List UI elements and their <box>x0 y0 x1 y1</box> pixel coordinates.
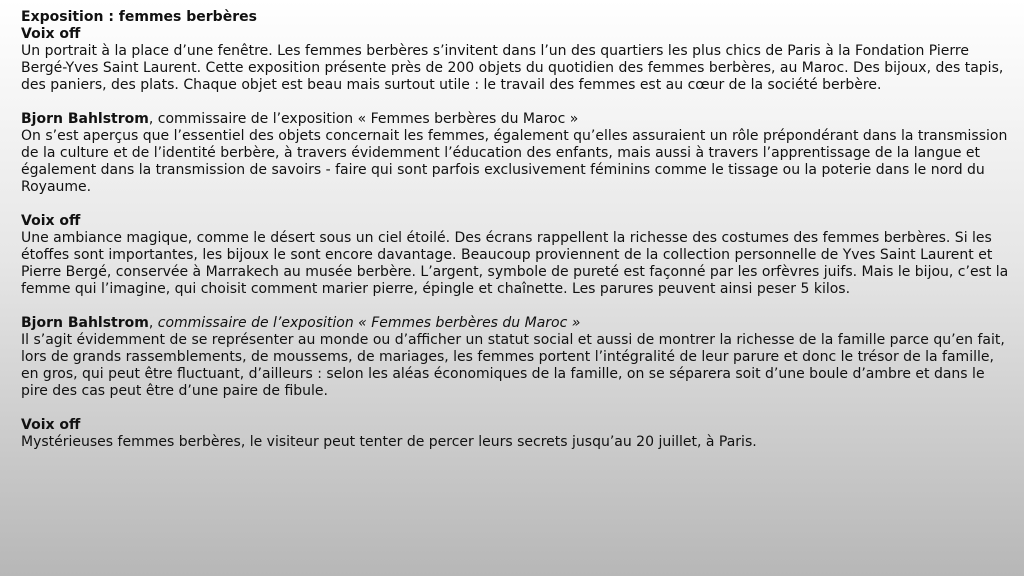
paragraph: Une ambiance magique, comme le désert sous un ciel étoilé. Des écrans rappellent la richesse des costumes des femmes berbères. Si les étoffes sont importantes, les bijoux le sont encore davantage. Beaucoup proviennent de la collection personnelle de Yves Saint Laurent et Pierre Bergé, conservée à Marrakech au musée berbère. L’argent, symbole de pureté est façonné par les orfèvres juifs. Mais le bijou, c’est la femme qui l’imagine, qui choisit comment marier pierre, épingle et chaînette. Les parures peuvent ainsi peser 5 kilos. <box>21 230 1009 297</box>
spacer <box>21 94 1011 111</box>
spacer <box>21 298 1011 315</box>
speaker-role: commissaire de l’exposition « Femmes berbères du Maroc » <box>157 315 581 331</box>
speaker-role-prefix: , <box>148 315 158 331</box>
speaker-label: Voix off <box>21 213 81 229</box>
speaker-label: Bjorn Bahlstrom <box>21 111 149 127</box>
speaker-line <box>21 111 1011 128</box>
paragraph: On s’est aperçus que l’essentiel des objets concernait les femmes, également qu’elles assuraient un rôle prépondérant dans la transmission de la culture et de l’identité berbère, à travers évidemment l’éducation des enfants, mais aussi à travers l’apprentissage de la langue et également dans la transmission de savoirs - faire qui sont parfois exclusivement féminins comme le tissage ou la poterie dans le nord du Royaume. <box>21 128 1008 195</box>
transcript-document <box>21 9 1011 451</box>
speaker-label: Voix off <box>21 26 81 42</box>
spacer <box>21 400 1011 417</box>
speaker-label: Voix off <box>21 417 81 433</box>
speaker-label: Bjorn Bahlstrom <box>21 315 149 331</box>
paragraph: Il s’agit évidemment de se représenter au monde ou d’afficher un statut social et aussi de montrer la richesse de la famille parce qu’en fait, lors de grands rassemblements, de moussems, de mariages, les femmes portent l’intégralité de leur parure et donc le trésor de la famille, en gros, qui peut être fluctuant, d’ailleurs : selon les aléas économiques de la famille, on se séparera soit d’une boule d’ambre et dans le pire des cas peut être d’une paire de fibule. <box>21 332 1005 399</box>
paragraph: Mystérieuses femmes berbères, le visiteur peut tenter de percer leurs secrets jusqu’au 20 juillet, à Paris. <box>21 434 757 450</box>
speaker-line <box>21 315 1011 332</box>
document-title: Exposition : femmes berbères <box>21 9 257 25</box>
paragraph: Un portrait à la place d’une fenêtre. Les femmes berbères s’invitent dans l’un des quartiers les plus chics de Paris à la Fondation Pierre Bergé-Yves Saint Laurent. Cette exposition présente près de 200 objets du quotidien des femmes berbères, au Maroc. Des bijoux, des tapis, des paniers, des plats. Chaque objet est beau mais surtout utile : le travail des femmes est au cœur de la société berbère. <box>21 43 1004 93</box>
speaker-role: , commissaire de l’exposition « Femmes berbères du Maroc » <box>148 111 579 127</box>
spacer <box>21 196 1011 213</box>
